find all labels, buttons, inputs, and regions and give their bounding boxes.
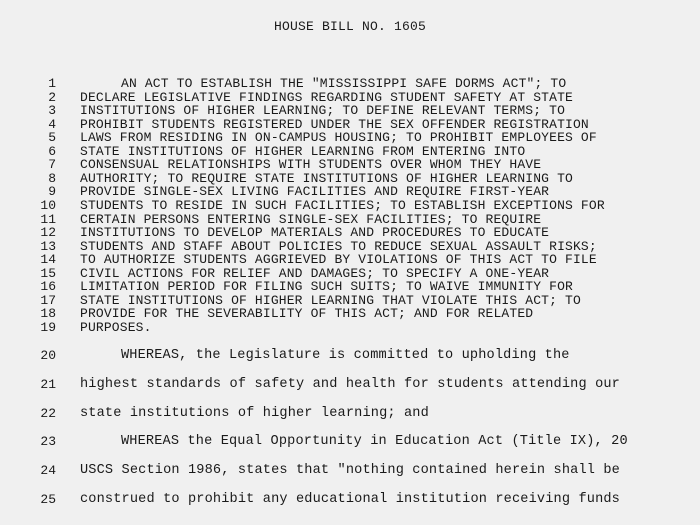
line-number: 23 xyxy=(40,434,56,450)
line-text: AUTHORITY; TO REQUIRE STATE INSTITUTIONS OF HIGHER LEARNING TO xyxy=(80,170,573,186)
line-text: state institutions of higher learning; and xyxy=(80,405,429,421)
line-text: STATE INSTITUTIONS OF HIGHER LEARNING THAT VIOLATE THIS ACT; TO xyxy=(80,292,581,308)
line-text: STUDENTS TO RESIDE IN SUCH FACILITIES; TO ESTABLISH EXCEPTIONS FOR xyxy=(80,197,605,213)
line-text: construed to prohibit any educational institution receiving funds xyxy=(80,492,620,507)
line-number: 22 xyxy=(40,405,56,421)
line-text: DECLARE LEGISLATIVE FINDINGS REGARDING STUDENT SAFETY AT STATE xyxy=(80,89,573,105)
line-number: 20 xyxy=(40,348,56,363)
line-text: WHEREAS the Equal Opportunity in Education Act (Title IX), 20 xyxy=(121,434,628,450)
line-number: 11 xyxy=(40,211,56,227)
line-number: 16 xyxy=(40,279,56,295)
line-number: 1 xyxy=(48,76,56,91)
line-number: 17 xyxy=(40,292,56,308)
line-text: PURPOSES. xyxy=(80,319,152,335)
line-number: 2 xyxy=(48,89,56,105)
line-text: INSTITUTIONS TO DEVELOP MATERIALS AND PROCEDURES TO EDUCATE xyxy=(80,225,550,241)
line-number: 24 xyxy=(40,463,56,479)
line-number: 25 xyxy=(40,492,56,507)
line-number: 3 xyxy=(48,103,56,119)
line-number: 19 xyxy=(40,319,56,335)
line-number: 15 xyxy=(40,265,56,281)
line-number: 5 xyxy=(48,130,56,146)
line-text: PROVIDE FOR THE SEVERABILITY OF THIS ACT; AND FOR RELATED xyxy=(80,306,534,322)
line-text: STUDENTS AND STAFF ABOUT POLICIES TO REDUCE SEXUAL ASSAULT RISKS; xyxy=(80,238,597,254)
line-text: CONSENSUAL RELATIONSHIPS WITH STUDENTS OVER WHOM THEY HAVE xyxy=(80,157,542,173)
line-number: 12 xyxy=(40,225,56,241)
line-text: LAWS FROM RESIDING IN ON-CAMPUS HOUSING; TO PROHIBIT EMPLOYEES OF xyxy=(80,130,597,146)
bill-title: HOUSE BILL NO. 1605 xyxy=(273,19,427,34)
line-number: 14 xyxy=(40,252,56,268)
line-text: USCS Section 1986, states that "nothing contained herein shall be xyxy=(80,463,620,479)
line-text: INSTITUTIONS OF HIGHER LEARNING; TO DEFINE RELEVANT TERMS; TO xyxy=(80,103,566,119)
line-number: 13 xyxy=(40,238,56,254)
line-text: AN ACT TO ESTABLISH THE "MISSISSIPPI SAFE DORMS ACT"; TO xyxy=(121,76,567,91)
line-number: 21 xyxy=(40,376,56,392)
line-text: CIVIL ACTIONS FOR RELIEF AND DAMAGES; TO SPECIFY A ONE-YEAR xyxy=(80,265,550,281)
line-text: PROHIBIT STUDENTS REGISTERED UNDER THE SEX OFFENDER REGISTRATION xyxy=(80,116,589,132)
line-number: 18 xyxy=(40,306,56,322)
line-number: 6 xyxy=(48,143,56,159)
line-text: CERTAIN PERSONS ENTERING SINGLE-SEX FACILITIES; TO REQUIRE xyxy=(80,211,542,227)
line-text: WHEREAS, the Legislature is committed to upholding the xyxy=(121,348,570,363)
line-number: 7 xyxy=(48,157,56,173)
line-text: LIMITATION PERIOD FOR FILING SUCH SUITS; TO WAIVE IMMUNITY FOR xyxy=(80,279,573,295)
line-text: PROVIDE SINGLE-SEX LIVING FACILITIES AND REQUIRE FIRST-YEAR xyxy=(80,184,550,200)
line-number: 9 xyxy=(48,184,56,200)
line-number: 10 xyxy=(40,197,56,213)
line-number: 8 xyxy=(48,170,56,186)
line-text: STATE INSTITUTIONS OF HIGHER LEARNING FROM ENTERING INTO xyxy=(80,143,526,159)
line-number: 4 xyxy=(48,116,56,132)
line-text: highest standards of safety and health for students attending our xyxy=(80,376,620,392)
line-text: TO AUTHORIZE STUDENTS AGGRIEVED BY VIOLATIONS OF THIS ACT TO FILE xyxy=(80,252,597,268)
